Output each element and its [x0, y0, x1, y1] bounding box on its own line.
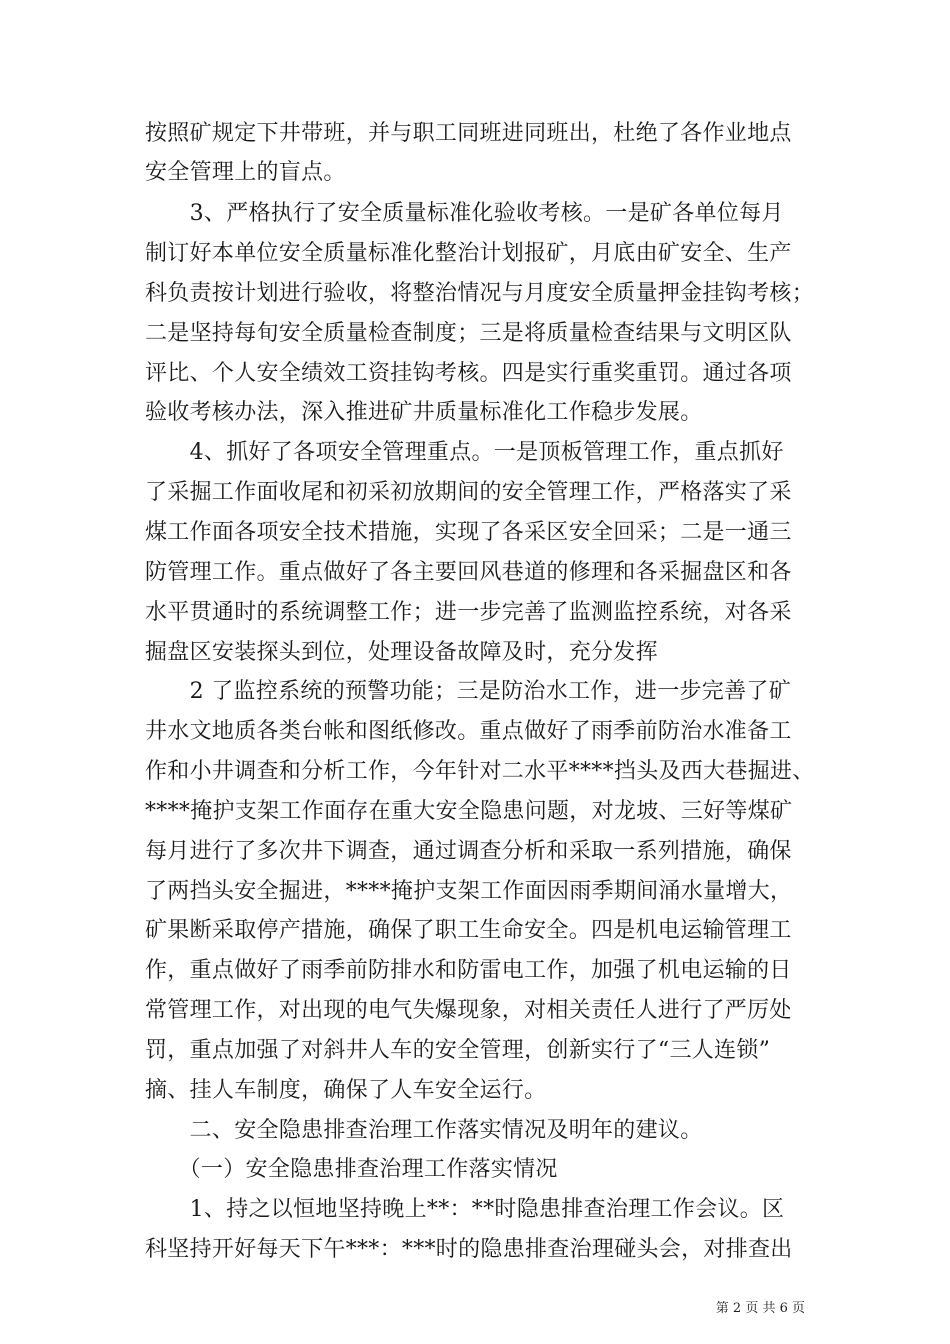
section-heading: 二、安全隐患排查治理工作落实情况及明年的建议。: [145, 1118, 703, 1143]
text-line: 4、抓好了各项安全管理重点。一是顶板管理工作，重点抓好: [145, 440, 784, 465]
text-line: 安全管理上的盲点。: [145, 160, 346, 185]
text-line: 煤工作面各项安全技术措施，实现了各采区安全回采；二是一通三: [145, 520, 792, 545]
text-line: 按照矿规定下井带班，并与职工同班进同班出，杜绝了各作业地点: [145, 121, 792, 146]
text-line: 矿果断采取停产措施，确保了职工生命安全。四是机电运输管理工: [145, 918, 792, 943]
text-line: 罚，重点加强了对斜井人车的安全管理，创新实行了“三人连锁”: [145, 1038, 771, 1063]
text-line: 常管理工作，对出现的电气失爆现象，对相关责任人进行了严厉处: [145, 998, 792, 1023]
subsection-heading: （一）安全隐患排查治理工作落实情况: [145, 1157, 558, 1182]
text-line: 1、持之以恒地坚持晚上**：**时隐患排查治理工作会议。区: [145, 1197, 785, 1222]
text-line: 作，重点做好了雨季前防排水和防雷电工作，加强了机电运输的日: [145, 958, 792, 983]
text-line: 掘盘区安装探头到位，处理设备故障及时，充分发挥: [145, 640, 658, 665]
text-line: 作和小井调查和分析工作，今年针对二水平****挡头及西大巷掘进、: [145, 759, 815, 784]
text-line: 了采掘工作面收尾和初采初放期间的安全管理工作，严格落实了采: [145, 480, 792, 505]
text-line: 摘、挂人车制度，确保了人车安全运行。: [145, 1078, 547, 1103]
text-line: ****掩护支架工作面存在重大安全隐患问题，对龙坡、三好等煤矿: [145, 799, 793, 824]
text-line: 了两挡头安全掘进，****掩护支架工作面因雨季期间涌水量增大，: [145, 879, 793, 904]
page-number: 第 2 页 共 6 页: [715, 1301, 805, 1316]
text-line: 井水文地质各类台帐和图纸修改。重点做好了雨季前防治水准备工: [145, 719, 792, 744]
text-line: 科坚持开好每天下午***：***时的隐患排查治理碰头会，对排查出: [145, 1237, 793, 1262]
text-line: 防管理工作。重点做好了各主要回风巷道的修理和各采掘盘区和各: [145, 560, 792, 585]
text-line: 每月进行了多次井下调查，通过调查分析和采取一系列措施，确保: [145, 839, 792, 864]
text-line: 科负责按计划进行验收，将整治情况与月度安全质量押金挂钩考核；: [145, 281, 815, 306]
text-line: 评比、个人安全绩效工资挂钩考核。四是实行重奖重罚。通过各项: [145, 361, 792, 386]
text-line: 3、严格执行了安全质量标准化验收考核。一是矿各单位每月: [145, 201, 784, 226]
text-line: 验收考核办法，深入推进矿井质量标准化工作稳步发展。: [145, 400, 703, 425]
text-line: 二是坚持每旬安全质量检查制度；三是将质量检查结果与文明区队: [145, 321, 792, 346]
text-line: 水平贯通时的系统调整工作；进一步完善了监测监控系统，对各采: [145, 600, 792, 625]
text-line: 制订好本单位安全质量标准化整治计划报矿，月底由矿安全、生产: [145, 241, 792, 266]
text-line: 2 了监控系统的预警功能；三是防治水工作，进一步完善了矿: [145, 679, 791, 704]
